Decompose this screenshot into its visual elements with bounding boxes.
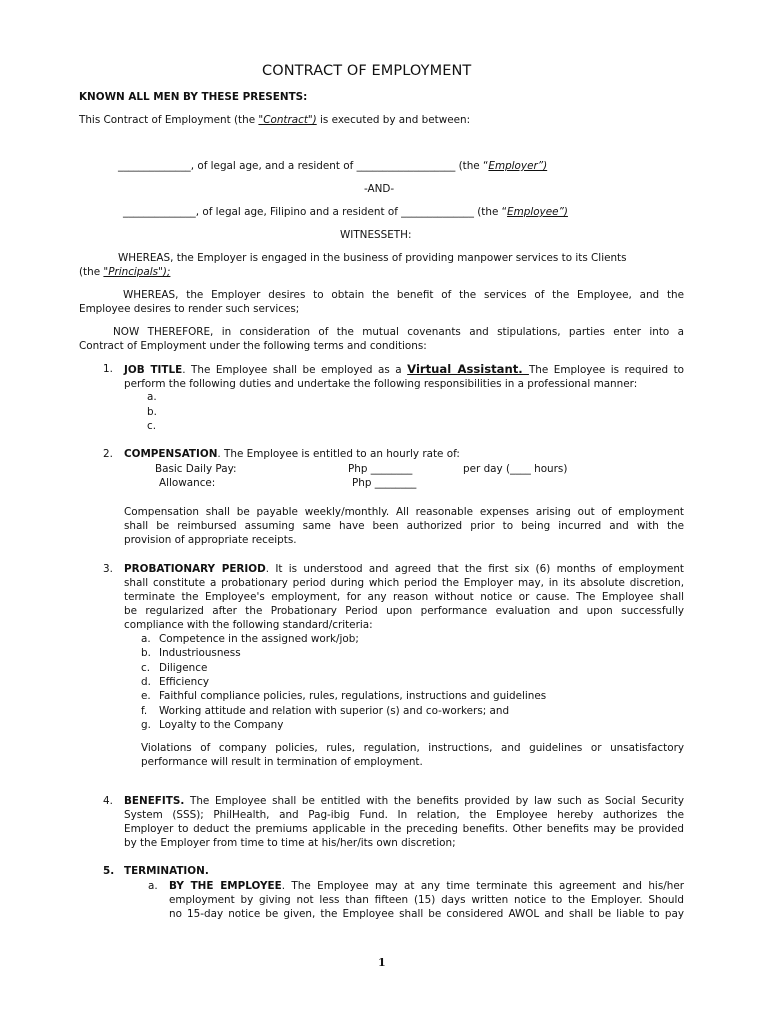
section-3-line-1: PROBATIONARY PERIOD. It is understood and agreed that the first six (6) months of employment [124, 563, 684, 575]
section-3-number: 3. [103, 563, 113, 575]
now-therefore-line-1: NOW THEREFORE, in consideration of the mutual covenants and stipulations, parties enter into a [113, 326, 684, 338]
compensation-para-line-3: provision of appropriate receipts. [124, 534, 297, 546]
termination-a-line-3: no 15-day notice be given, the Employee shall be considered AWOL and shall be liable to pay [169, 908, 684, 920]
whereas-2-line-1: WHEREAS, the Employer desires to obtain the benefit of the services of the Employee, and the [123, 289, 684, 301]
employee-term: Employee”) [507, 206, 568, 218]
principals-term: "Principals"); [103, 266, 171, 278]
criteria-text: Faithful compliance policies, rules, regulations, instructions and guidelines [159, 690, 547, 702]
section-4-line-2: System (SSS); PhilHealth, and Pag-ibig Fund. In relation, the Employee hereby authorizes the [124, 809, 684, 821]
criteria-text: Competence in the assigned work/job; [159, 633, 359, 645]
termination-a-line-1: BY THE EMPLOYEE. The Employee may at any time terminate this agreement and his/her [169, 880, 684, 892]
violations-line-1: Violations of company policies, rules, regulation, instructions, and guidelines or unsatisfactory [141, 742, 684, 754]
duty-item-c: c. [147, 420, 157, 432]
section-1-number: 1. [103, 363, 113, 375]
employer-party-line: ______________, of legal age, and a resident of ___________________ (the “Employer”) [118, 160, 548, 172]
job-title-heading: JOB TITLE [124, 364, 183, 376]
section-4-line-3: Employer to deduct the premiums applicable in the preceding benefits. Other benefits may be provided [124, 823, 684, 835]
section-4-line-4: by the Employer from time to time at his/her/its own discretion; [124, 837, 456, 849]
criteria-text: Working attitude and relation with superior (s) and co-workers; and [159, 705, 510, 717]
section-3-line-5: compliance with the following standard/criteria: [124, 619, 373, 631]
section-3-line-2: shall constitute a probationary period during which period the Employer may, in its absolute discretion, [124, 577, 684, 589]
criteria-letter: b. [141, 647, 151, 659]
employer-term: Employer”) [488, 160, 548, 172]
section-4-line-1: BENEFITS. The Employee shall be entitled with the benefits provided by law such as Social Security [124, 795, 684, 807]
termination-a-line-2: employment by giving not less than fifteen (15) days written notice to the Employer. Should [169, 894, 684, 906]
intro-line: This Contract of Employment (the "Contract") is executed by and between: [79, 114, 471, 126]
section-3-line-4: be regularized after the Probationary Period upon performance evaluation and upon successfully [124, 605, 684, 617]
benefits-heading: BENEFITS. [124, 795, 185, 807]
duty-item-b: b. [147, 406, 157, 418]
allowance-amount: Php ________ [352, 477, 417, 489]
known-all-men-heading: KNOWN ALL MEN BY THESE PRESENTS: [79, 91, 308, 103]
virtual-assistant-term: Virtual Assistant. [407, 362, 529, 376]
whereas-1-line-2: (the "Principals"); [79, 266, 171, 278]
now-therefore-line-2: Contract of Employment under the following terms and conditions: [79, 340, 427, 352]
section-2-line-1: COMPENSATION. The Employee is entitled to an hourly rate of: [124, 448, 460, 460]
witnesseth-heading: WITNESSETH: [340, 229, 412, 241]
compensation-heading: COMPENSATION [124, 448, 218, 460]
criteria-letter: g. [141, 719, 151, 731]
termination-heading: TERMINATION. [124, 865, 209, 877]
basic-daily-pay-label: Basic Daily Pay: [155, 463, 237, 475]
section-3-line-3: terminate the Employee's employment, for any reason without notice or cause. The Employee shall [124, 591, 684, 603]
termination-item-a-letter: a. [148, 880, 158, 892]
criteria-letter: f. [141, 705, 148, 717]
duty-item-a: a. [147, 391, 157, 403]
criteria-text: Efficiency [159, 676, 210, 688]
allowance-label: Allowance: [159, 477, 216, 489]
compensation-para-line-1: Compensation shall be payable weekly/monthly. All reasonable expenses arising out of employment [124, 506, 684, 518]
criteria-letter: d. [141, 676, 151, 688]
compensation-para-line-2: shall be reimbursed assuming same have been authorized prior to being incurred and with the [124, 520, 684, 532]
section-1-line-2: perform the following duties and undertake the following responsibilities in a professional manner: [124, 378, 638, 390]
criteria-letter: c. [141, 662, 151, 674]
per-day-hours: per day (____ hours) [463, 463, 568, 475]
criteria-text: Diligence [159, 662, 208, 674]
by-the-employee-heading: BY THE EMPLOYEE [169, 880, 282, 892]
probationary-period-heading: PROBATIONARY PERIOD [124, 563, 266, 575]
criteria-letter: a. [141, 633, 151, 645]
violations-line-2: performance will result in termination of employment. [141, 756, 423, 768]
section-4-number: 4. [103, 795, 113, 807]
criteria-text: Industriousness [159, 647, 241, 659]
whereas-2-line-2: Employee desires to render such services; [79, 303, 300, 315]
basic-daily-pay-amount: Php ________ [348, 463, 413, 475]
section-5-number: 5. [103, 865, 115, 877]
and-separator: -AND- [364, 183, 395, 195]
whereas-1-line-1: WHEREAS, the Employer is engaged in the business of providing manpower services to its Clients [118, 252, 627, 264]
criteria-text: Loyalty to the Company [159, 719, 284, 731]
criteria-letter: e. [141, 690, 151, 702]
page-number: 1 [378, 956, 386, 969]
employee-party-line: ______________, of legal age, Filipino and a resident of ______________ (the “Employee”) [123, 206, 568, 218]
document-title: CONTRACT OF EMPLOYMENT [262, 63, 472, 79]
section-2-number: 2. [103, 448, 113, 460]
section-1-line-1: JOB TITLE. The Employee shall be employed as a Virtual Assistant. The Employee is required to [124, 362, 685, 376]
contract-term: "Contract") [258, 114, 317, 126]
